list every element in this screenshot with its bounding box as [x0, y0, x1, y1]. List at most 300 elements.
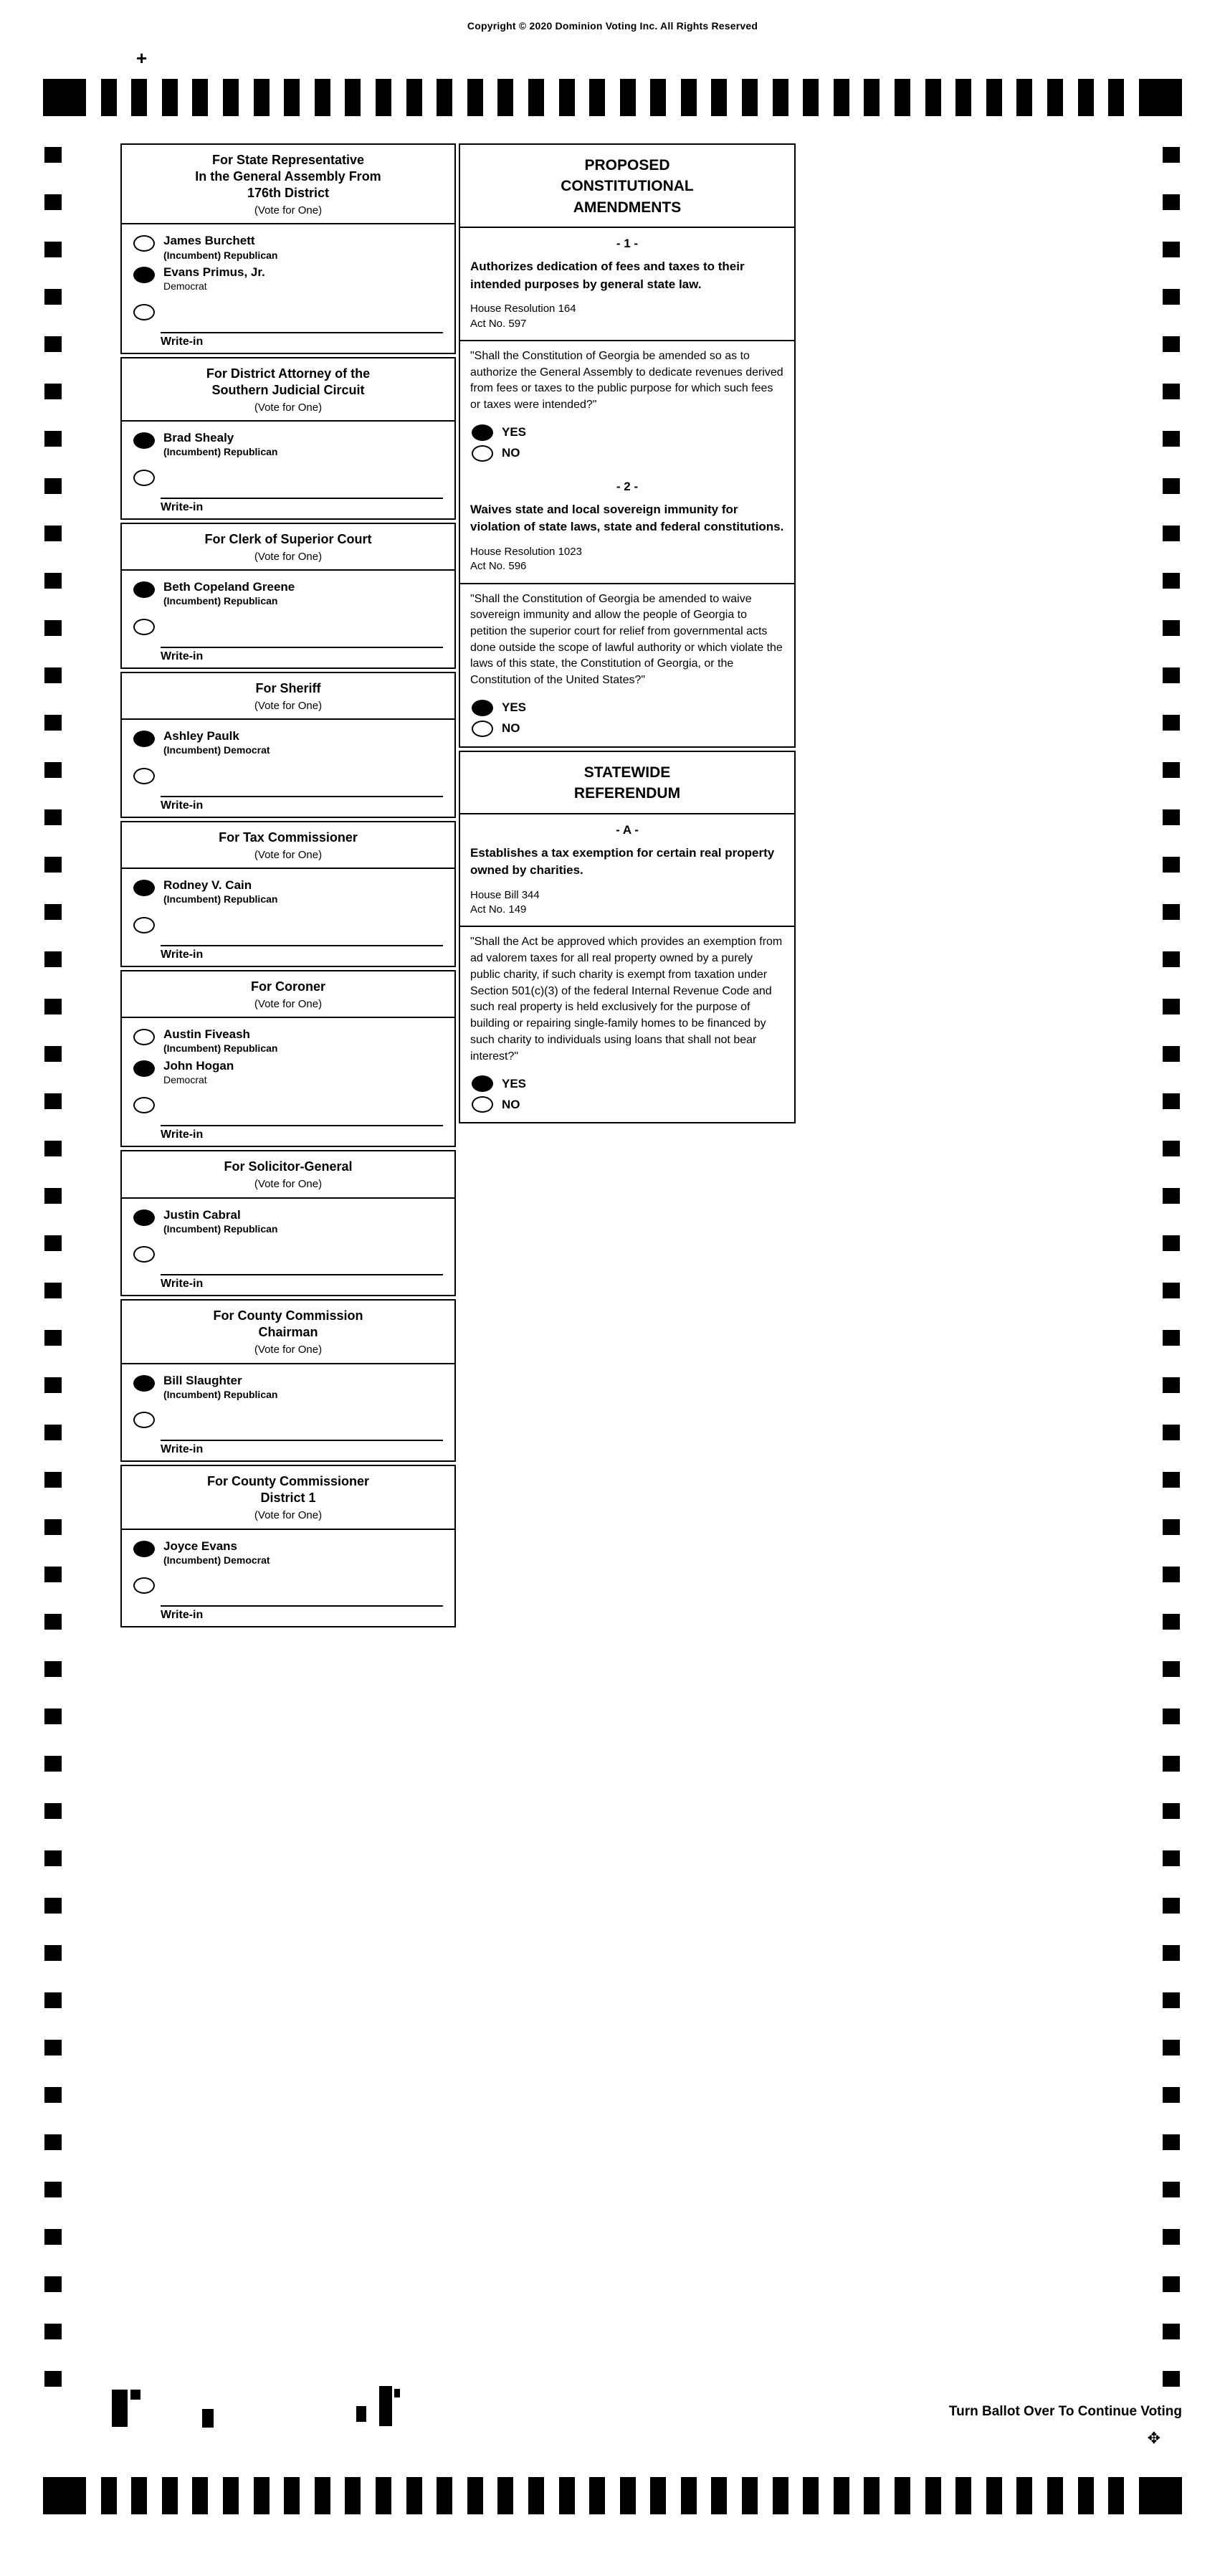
timing-mark	[559, 2477, 575, 2514]
timing-mark	[1078, 2477, 1094, 2514]
candidate-option[interactable]	[122, 1206, 454, 1237]
contest-title-line: For Coroner	[250, 979, 325, 994]
timing-mark	[44, 2134, 62, 2150]
timing-mark	[345, 79, 361, 116]
candidate-name: Justin Cabral	[163, 1207, 241, 1222]
timing-mark	[1108, 79, 1124, 116]
question-option[interactable]	[460, 443, 794, 464]
contest-box	[120, 143, 456, 354]
timing-mark	[44, 1188, 62, 1204]
question-option[interactable]	[460, 1073, 794, 1094]
timing-marks-bottom	[43, 2477, 1182, 2514]
timing-mark	[1163, 1188, 1180, 1204]
candidate-party: (Incumbent) Democrat	[163, 1554, 270, 1566]
timing-mark	[773, 79, 788, 116]
vote-for-instruction: (Vote for One)	[254, 1178, 323, 1191]
timing-mark	[192, 79, 208, 116]
write-in-option[interactable]	[122, 1568, 454, 1605]
question-citation-line: Act No. 596	[470, 560, 527, 573]
question-option-label: NO	[502, 446, 520, 460]
candidate-name: Beth Copeland Greene	[163, 580, 295, 594]
timing-mark	[650, 79, 666, 116]
timing-mark	[315, 2477, 330, 2514]
candidate-option[interactable]	[122, 429, 454, 460]
copyright-notice: Copyright © 2020 Dominion Voting Inc. All Rights Reserved	[467, 20, 758, 32]
timing-mark	[437, 79, 452, 116]
timing-mark	[895, 2477, 910, 2514]
timing-mark	[1163, 1945, 1180, 1961]
vote-oval[interactable]	[133, 880, 155, 896]
candidate-option[interactable]	[122, 727, 454, 759]
candidate-name: Ashley Paulk	[163, 728, 239, 743]
choice-list	[122, 1199, 454, 1291]
candidate-name: Rodney V. Cain	[163, 878, 252, 892]
contest-title-line: For County Commission	[213, 1308, 363, 1323]
timing-mark	[1078, 79, 1094, 116]
timing-mark	[284, 2477, 300, 2514]
write-in-label: Write-in	[161, 796, 443, 812]
timing-mark	[44, 1661, 62, 1677]
candidate-option[interactable]	[122, 1057, 454, 1088]
question-citation	[460, 888, 794, 926]
timing-mark	[1163, 478, 1180, 494]
timing-mark	[1047, 79, 1063, 116]
timing-mark	[1163, 999, 1180, 1014]
timing-mark	[681, 2477, 697, 2514]
contest-title	[122, 971, 454, 1018]
vote-oval[interactable]	[133, 1541, 155, 1557]
timing-mark	[1163, 1425, 1180, 1440]
timing-mark	[44, 857, 62, 873]
timing-mark	[681, 79, 697, 116]
vote-oval[interactable]	[133, 731, 155, 747]
timing-mark	[1163, 1235, 1180, 1251]
timing-mark	[376, 79, 391, 116]
timing-mark	[1163, 1898, 1180, 1914]
timing-mark	[1163, 1519, 1180, 1535]
candidate-party: (Incumbent) Republican	[163, 1388, 278, 1400]
candidate-party: Democrat	[163, 280, 207, 293]
timing-mark	[1163, 1661, 1180, 1677]
candidate-name: James Burchett	[163, 234, 255, 248]
vote-oval[interactable]	[133, 1097, 155, 1113]
timing-mark	[284, 79, 300, 116]
contest-title-line: For County Commissioner	[206, 1474, 370, 1489]
question-section-title-line: CONSTITUTIONAL	[561, 178, 694, 195]
timing-mark	[467, 2477, 483, 2514]
question-option-label: YES	[502, 700, 527, 715]
timing-mark	[1163, 1377, 1180, 1393]
timing-mark	[437, 2477, 452, 2514]
timing-mark	[1163, 336, 1180, 352]
timing-mark	[44, 2229, 62, 2245]
timing-mark	[44, 2371, 62, 2387]
timing-mark	[44, 1472, 62, 1488]
timing-mark	[1163, 857, 1180, 873]
candidate-text	[163, 728, 270, 757]
timing-mark	[43, 79, 86, 116]
candidate-party: (Incumbent) Republican	[163, 446, 278, 458]
question-number: - 2 -	[616, 479, 639, 493]
vote-oval[interactable]	[472, 445, 493, 462]
timing-mark	[1139, 2477, 1182, 2514]
timing-mark	[1163, 1283, 1180, 1298]
timing-mark	[131, 79, 147, 116]
candidate-party: (Incumbent) Democrat	[163, 744, 270, 756]
vote-for-instruction: (Vote for One)	[254, 848, 323, 861]
question-option[interactable]	[460, 422, 794, 443]
timing-mark	[44, 147, 62, 163]
contest-title-line: In the General Assembly From	[195, 169, 381, 184]
timing-mark	[1163, 951, 1180, 967]
choice-list	[122, 720, 454, 812]
question-body-text: "Shall the Constitution of Georgia be amended to waive sovereign immunity and allow the people of Georgia to petition the superior court for relief from governmental acts done outside the scope of lawful authority or which violate the laws of this state, the Constitution of Georgia, or the Constitution of the United States?"	[460, 583, 794, 696]
timing-mark	[773, 2477, 788, 2514]
timing-mark	[1163, 1756, 1180, 1772]
vote-oval[interactable]	[133, 1375, 155, 1392]
timing-mark	[1016, 79, 1032, 116]
timing-mark	[44, 194, 62, 210]
timing-mark	[44, 431, 62, 447]
candidate-party: (Incumbent) Republican	[163, 1042, 278, 1055]
timing-mark	[1163, 1472, 1180, 1488]
timing-mark	[192, 2477, 208, 2514]
timing-mark	[528, 79, 544, 116]
timing-mark	[44, 951, 62, 967]
write-in-option[interactable]	[122, 609, 454, 647]
timing-mark	[1139, 79, 1182, 116]
timing-mark	[406, 79, 422, 116]
timing-mark	[376, 2477, 391, 2514]
candidate-option[interactable]	[122, 1025, 454, 1057]
candidate-text	[163, 878, 277, 906]
timing-mark	[559, 79, 575, 116]
ballot-id-mark	[379, 2386, 392, 2426]
candidate-name: Bill Slaughter	[163, 1373, 242, 1387]
question-citation-line: Act No. 597	[470, 317, 527, 330]
timing-mark	[1163, 1567, 1180, 1582]
candidate-option[interactable]	[122, 1372, 454, 1403]
vote-oval[interactable]	[133, 917, 155, 933]
vote-oval[interactable]	[133, 768, 155, 784]
timing-mark	[1108, 2477, 1124, 2514]
vote-oval[interactable]	[472, 721, 493, 737]
question-choice-list	[460, 1072, 794, 1122]
write-in-option[interactable]	[122, 1088, 454, 1125]
timing-mark	[44, 2276, 62, 2292]
timing-mark	[1163, 431, 1180, 447]
timing-mark	[44, 242, 62, 257]
contest-title	[122, 1151, 454, 1198]
timing-mark	[254, 2477, 270, 2514]
vote-oval[interactable]	[133, 1029, 155, 1045]
write-in-option[interactable]	[122, 759, 454, 796]
timing-mark	[44, 1756, 62, 1772]
timing-mark	[44, 809, 62, 825]
timing-mark	[803, 79, 819, 116]
question-section-title-line: REFERENDUM	[573, 785, 681, 802]
candidate-name: John Hogan	[163, 1058, 234, 1073]
candidate-option[interactable]	[122, 578, 454, 609]
timing-mark	[1163, 2276, 1180, 2292]
vote-oval[interactable]	[133, 432, 155, 449]
question-option[interactable]	[460, 1094, 794, 1115]
timing-mark	[1163, 620, 1180, 636]
candidate-name: Austin Fiveash	[163, 1027, 250, 1041]
vote-oval[interactable]	[133, 1577, 155, 1594]
vote-oval[interactable]	[133, 1246, 155, 1263]
question-citation-line: House Resolution 164	[470, 303, 576, 315]
vote-oval[interactable]	[133, 619, 155, 635]
vote-oval[interactable]	[472, 1096, 493, 1113]
candidate-party: (Incumbent) Republican	[163, 249, 278, 261]
timing-marks-right	[1163, 147, 1180, 2418]
write-in-option[interactable]	[122, 908, 454, 945]
write-in-label: Write-in	[161, 1605, 443, 1622]
candidate-text	[163, 1539, 270, 1567]
timing-mark	[1163, 2182, 1180, 2197]
question-section-title	[460, 752, 794, 814]
vote-for-instruction: (Vote for One)	[254, 401, 323, 414]
timing-mark	[1163, 1708, 1180, 1724]
candidate-option[interactable]	[122, 263, 454, 295]
timing-mark	[742, 2477, 758, 2514]
timing-mark	[44, 384, 62, 399]
question-number: - A -	[616, 822, 639, 837]
contest-box	[120, 821, 456, 967]
write-in-option[interactable]	[122, 295, 454, 332]
timing-mark	[864, 2477, 880, 2514]
question-section-title-line: PROPOSED	[584, 157, 670, 174]
timing-mark	[44, 1567, 62, 1582]
question-option-label: YES	[502, 425, 527, 439]
timing-mark	[44, 1614, 62, 1630]
timing-mark	[1163, 2229, 1180, 2245]
timing-mark	[467, 79, 483, 116]
candidate-option[interactable]	[122, 876, 454, 908]
question-section-title-line: AMENDMENTS	[573, 199, 682, 216]
timing-mark	[925, 2477, 941, 2514]
timing-mark	[1163, 1046, 1180, 1062]
compass-icon: ✥	[1147, 2429, 1160, 2447]
timing-mark	[44, 526, 62, 541]
timing-mark	[44, 620, 62, 636]
timing-mark	[44, 2087, 62, 2103]
timing-mark	[44, 1377, 62, 1393]
candidate-party: (Incumbent) Republican	[163, 893, 278, 906]
choice-list	[122, 571, 454, 663]
timing-mark	[1163, 667, 1180, 683]
write-in-label: Write-in	[161, 945, 443, 961]
contest-box	[120, 1465, 456, 1627]
timing-marks-left	[44, 147, 62, 2418]
timing-mark	[497, 79, 513, 116]
timing-mark	[1163, 2040, 1180, 2055]
timing-mark	[711, 2477, 727, 2514]
write-in-option[interactable]	[122, 1402, 454, 1440]
question-option-label: NO	[502, 1097, 520, 1111]
timing-mark	[711, 79, 727, 116]
vote-oval[interactable]	[472, 700, 493, 716]
timing-mark	[44, 1992, 62, 2008]
timing-mark	[44, 2324, 62, 2339]
timing-mark	[1163, 1992, 1180, 2008]
contest-title-line: For Clerk of Superior Court	[204, 531, 372, 546]
timing-mark	[1016, 2477, 1032, 2514]
timing-mark	[589, 2477, 605, 2514]
timing-mark	[1163, 384, 1180, 399]
question-summary: Establishes a tax exemption for certain real property owned by charities.	[470, 845, 775, 878]
timing-mark	[1163, 762, 1180, 778]
timing-mark	[925, 79, 941, 116]
timing-mark	[44, 1898, 62, 1914]
question-section-title-line: STATEWIDE	[583, 764, 671, 781]
question-body-text: "Shall the Constitution of Georgia be amended so as to authorize the General Assembly to dedicate revenues derived from fees or taxes to the public purpose for which such fees or taxes were intended?"	[460, 340, 794, 421]
timing-mark	[1163, 2324, 1180, 2339]
timing-mark	[44, 762, 62, 778]
timing-mark	[1163, 194, 1180, 210]
timing-mark	[44, 1519, 62, 1535]
question-section-title	[460, 145, 794, 228]
contest-title	[122, 673, 454, 720]
questions-column-right	[459, 143, 796, 1128]
candidate-party: (Incumbent) Republican	[163, 595, 278, 607]
timing-mark	[620, 2477, 636, 2514]
choice-list	[122, 869, 454, 961]
vote-for-instruction: (Vote for One)	[254, 699, 323, 712]
timing-mark	[1163, 2087, 1180, 2103]
contest-box	[120, 970, 456, 1148]
ballot-id-mark	[202, 2409, 214, 2428]
vote-oval[interactable]	[133, 267, 155, 283]
write-in-label: Write-in	[161, 647, 443, 663]
write-in-option[interactable]	[122, 1237, 454, 1274]
write-in-option[interactable]	[122, 460, 454, 498]
timing-mark	[895, 79, 910, 116]
timing-mark	[1163, 147, 1180, 163]
contest-title	[122, 524, 454, 571]
choice-list	[122, 224, 454, 348]
timing-mark	[1163, 904, 1180, 920]
timing-mark	[44, 2182, 62, 2197]
choice-list	[122, 422, 454, 514]
timing-mark	[44, 1046, 62, 1062]
vote-oval[interactable]	[133, 304, 155, 320]
candidate-name: Joyce Evans	[163, 1539, 238, 1553]
timing-mark	[44, 1093, 62, 1109]
contest-title-line: Chairman	[258, 1325, 318, 1340]
question-option[interactable]	[460, 698, 794, 718]
contest-title	[122, 358, 454, 422]
question-citation	[460, 302, 794, 340]
timing-mark	[345, 2477, 361, 2514]
timing-mark	[44, 289, 62, 305]
ballot-id-mark	[112, 2390, 128, 2427]
turn-ballot-over-text: Turn Ballot Over To Continue Voting	[948, 2404, 1182, 2419]
question-section	[459, 143, 796, 748]
timing-mark	[131, 2477, 147, 2514]
timing-mark	[223, 79, 239, 116]
timing-mark	[44, 1850, 62, 1866]
timing-mark	[101, 2477, 117, 2514]
registration-plus-mark: +	[136, 47, 148, 69]
timing-mark	[44, 336, 62, 352]
question-citation	[460, 545, 794, 583]
timing-mark	[44, 1803, 62, 1819]
timing-mark	[1047, 2477, 1063, 2514]
timing-mark	[44, 1141, 62, 1156]
vote-oval[interactable]	[133, 1412, 155, 1428]
vote-oval[interactable]	[133, 1209, 155, 1226]
candidate-text	[163, 1207, 277, 1236]
timing-mark	[1163, 2134, 1180, 2150]
question-citation-line: House Resolution 1023	[470, 546, 582, 559]
timing-mark	[1163, 1614, 1180, 1630]
contest-title-line: 176th District	[247, 186, 330, 201]
contest-title-line: District 1	[260, 1491, 316, 1506]
timing-mark	[44, 478, 62, 494]
vote-oval[interactable]	[472, 1075, 493, 1092]
timing-mark	[406, 2477, 422, 2514]
timing-mark	[1163, 573, 1180, 589]
timing-mark	[162, 79, 178, 116]
candidate-option[interactable]	[122, 232, 454, 263]
timing-mark	[44, 667, 62, 683]
question-choice-list	[460, 696, 794, 746]
write-in-label: Write-in	[161, 1440, 443, 1456]
timing-mark	[1163, 1803, 1180, 1819]
timing-mark	[44, 2040, 62, 2055]
vote-for-instruction: (Vote for One)	[254, 550, 323, 563]
timing-mark	[44, 904, 62, 920]
contest-box	[120, 672, 456, 818]
choice-list	[122, 1530, 454, 1622]
timing-mark	[1163, 1330, 1180, 1346]
timing-mark	[1163, 809, 1180, 825]
candidate-name: Brad Shealy	[163, 431, 234, 445]
contest-title	[122, 1466, 454, 1529]
timing-mark	[1163, 242, 1180, 257]
vote-oval[interactable]	[133, 470, 155, 486]
question-option-label: NO	[502, 721, 520, 736]
timing-mark	[254, 79, 270, 116]
vote-oval[interactable]	[133, 235, 155, 252]
candidate-party: Democrat	[163, 1073, 207, 1085]
candidate-option[interactable]	[122, 1537, 454, 1569]
question-body-text: "Shall the Act be approved which provides an exemption from ad valorem taxes for all real property owned by a purely public charity, if such charity is exempt from taxation under Section 501(c)(3) of the federal Internal Revenue Code and such real property is held exclusively for the purpose of building or repairing single-family homes to be financed by such charity to individuals using loans that shall not bear interest?"	[460, 926, 794, 1072]
contest-title-line: Southern Judicial Circuit	[211, 382, 365, 397]
contest-box	[120, 1150, 456, 1296]
contest-title	[122, 145, 454, 224]
vote-oval[interactable]	[133, 581, 155, 598]
timing-mark	[589, 79, 605, 116]
write-in-label: Write-in	[161, 1125, 443, 1141]
choice-list	[122, 1364, 454, 1457]
vote-oval[interactable]	[472, 424, 493, 441]
vote-oval[interactable]	[133, 1060, 155, 1077]
choice-list	[122, 1018, 454, 1142]
question-choice-list	[460, 421, 794, 471]
timing-mark	[1163, 1093, 1180, 1109]
timing-mark	[834, 2477, 849, 2514]
timing-mark	[44, 1945, 62, 1961]
question-option[interactable]	[460, 718, 794, 739]
contest-box	[120, 1299, 456, 1462]
timing-mark	[44, 1330, 62, 1346]
timing-mark	[986, 79, 1002, 116]
contest-box	[120, 357, 456, 520]
timing-mark	[620, 79, 636, 116]
